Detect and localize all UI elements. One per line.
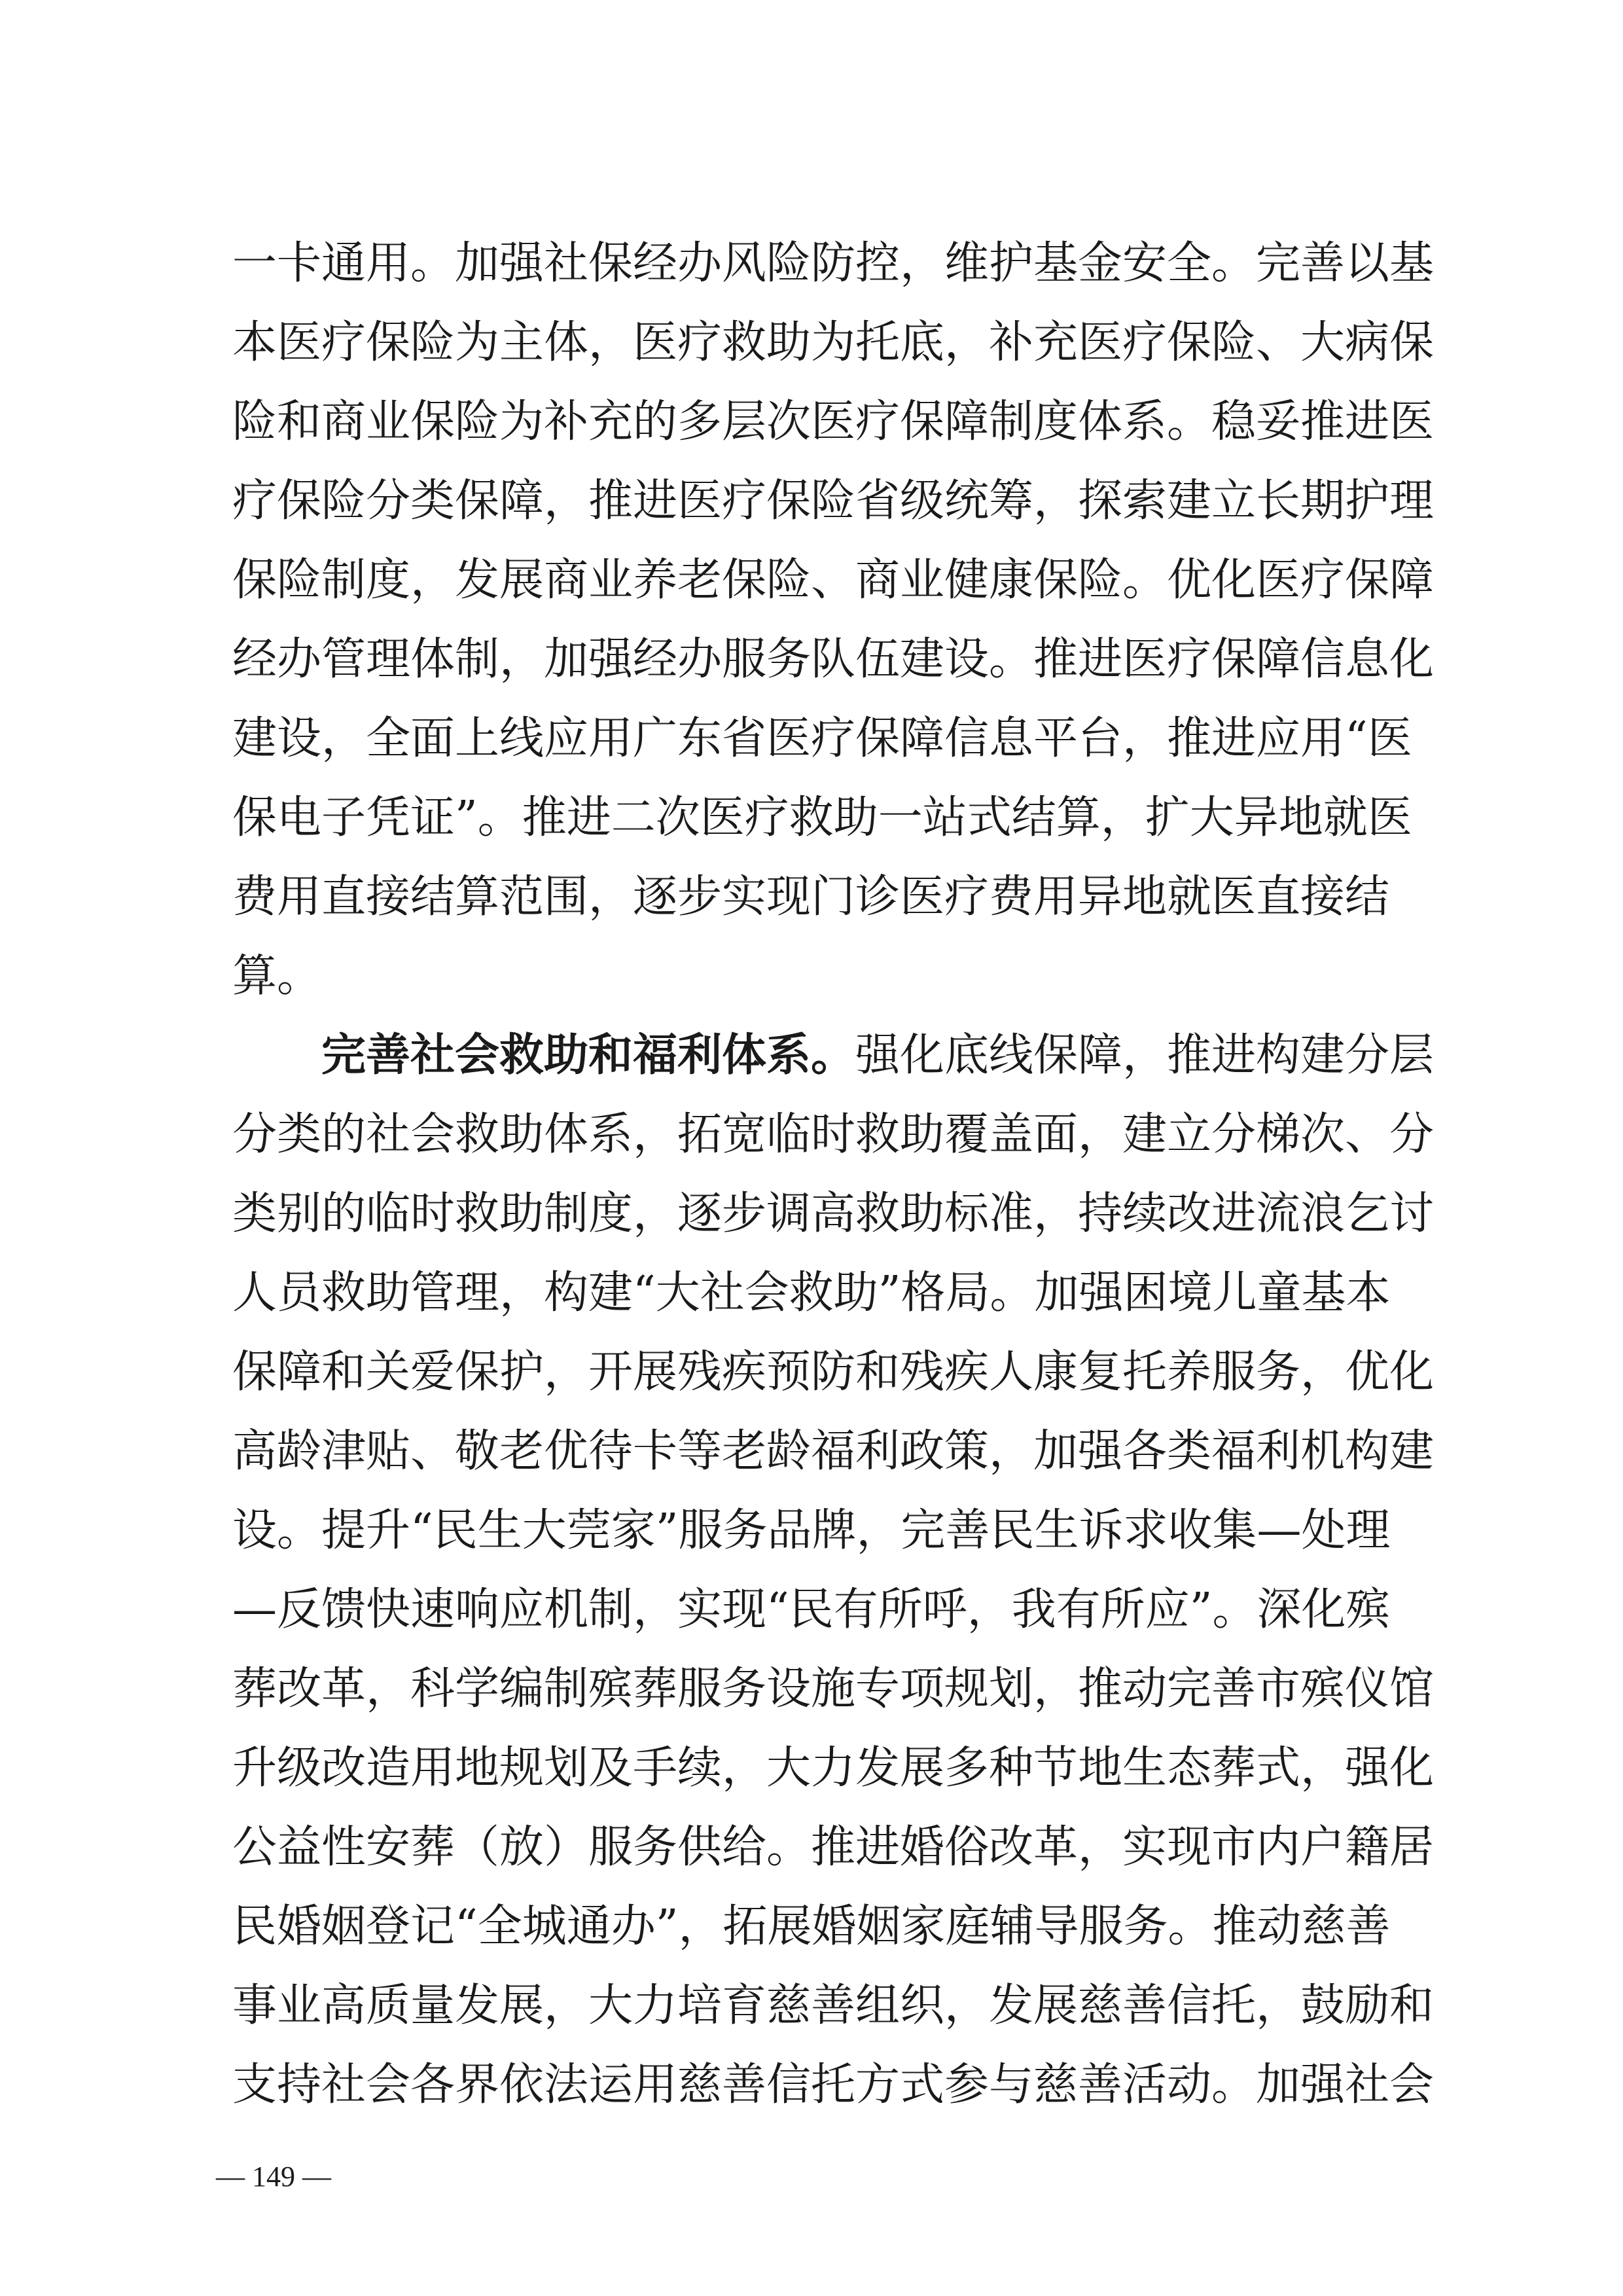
text-line: 建设，全面上线应用广东省医疗保障信息平台，推进应用“医 [232, 713, 1412, 764]
text-line: 葬改革，科学编制殡葬服务设施专项规划，推动完善市殡仪馆 [232, 1663, 1435, 1715]
text-line: 保险制度，发展商业养老保险、商业健康保险。优化医疗保障 [232, 554, 1435, 606]
text-line: 保障和关爱保护，开展残疾预防和残疾人康复托养服务，优化 [232, 1346, 1435, 1398]
text-line: 算。 [232, 950, 322, 1002]
text-line: 公益性安葬（放）服务供给。推进婚俗改革，实现市内户籍居 [232, 1821, 1435, 1873]
text-line: 类别的临时救助制度，逐步调高救助标准，持续改进流浪乞讨 [232, 1188, 1435, 1240]
paragraph-first-line [232, 1016, 1435, 1095]
text-line: 一卡通用。加强社保经办风险防控，维护基金安全。完善以基 [232, 238, 1435, 289]
page-number: — 149 — [216, 2161, 331, 2193]
text-run: 强化底线保障，推进构建分层 [855, 1030, 1435, 1081]
text-line: 升级改造用地规划及手续，大力发展多种节地生态葬式，强化 [232, 1742, 1435, 1794]
text-line: —反馈快速响应机制，实现“民有所呼，我有所应”。深化殡 [232, 1584, 1391, 1636]
text-line: 保电子凭证”。推进二次医疗救助一站式结算，扩大异地就医 [232, 792, 1412, 844]
text-line: 人员救助管理，构建“大社会救助”格局。加强困境儿童基本 [232, 1267, 1391, 1319]
text-line: 支持社会各界依法运用慈善信托方式参与慈善活动。加强社会 [232, 2059, 1435, 2111]
text-line: 疗保险分类保障，推进医疗保险省级统筹，探索建立长期护理 [232, 475, 1435, 527]
text-line: 设。提升“民生大莞家”服务品牌，完善民生诉求收集—处理 [232, 1505, 1391, 1556]
text-line: 高龄津贴、敬老优待卡等老龄福利政策，加强各类福利机构建 [232, 1426, 1435, 1477]
text-line: 事业高质量发展，大力培育慈善组织，发展慈善信托，鼓励和 [232, 1980, 1435, 2032]
text-line: 本医疗保险为主体，医疗救助为托底，补充医疗保险、大病保 [232, 317, 1435, 368]
body-text [232, 224, 1435, 2125]
section-heading: 完善社会救助和福利体系。 [321, 1030, 856, 1081]
text-line: 分类的社会救助体系，拓宽临时救助覆盖面，建立分梯次、分 [232, 1109, 1435, 1160]
text-line: 民婚姻登记“全城通办”，拓展婚姻家庭辅导服务。推动慈善 [232, 1901, 1391, 1952]
text-line: 险和商业保险为补充的多层次医疗保障制度体系。稳妥推进医 [232, 396, 1435, 448]
text-line: 经办管理体制，加强经办服务队伍建设。推进医疗保障信息化 [232, 634, 1435, 685]
text-line: 费用直接结算范围，逐步实现门诊医疗费用异地就医直接结 [232, 871, 1390, 923]
